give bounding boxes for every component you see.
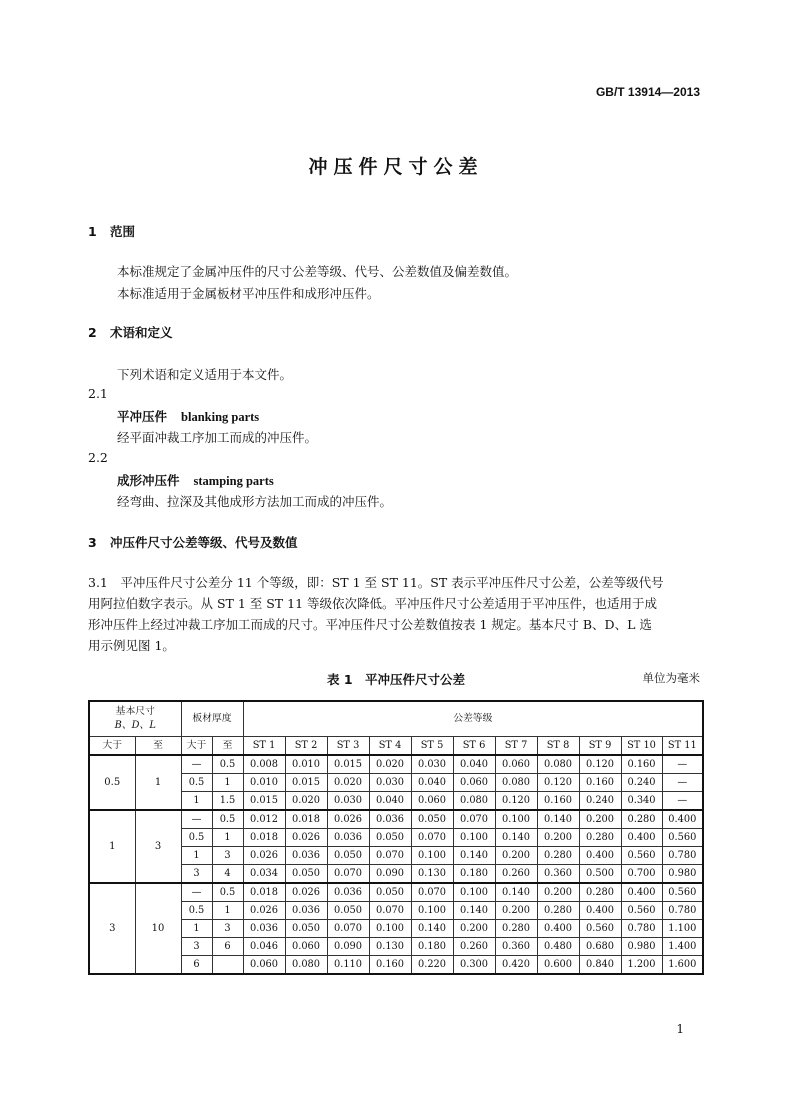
tolerance-value-cell: 0.030 [327,792,369,811]
tolerance-value-cell: 0.980 [662,865,703,884]
tolerance-value-cell: 0.060 [285,938,327,956]
term-2-1-number: 2.1 [88,386,108,401]
tolerance-value-cell: 0.780 [662,847,703,865]
size-upto-cell: 1 [135,755,181,810]
tolerance-value-cell: 0.080 [495,774,537,792]
section-3-heading [88,533,298,551]
tolerance-value-cell: 0.026 [243,847,285,865]
standard-code: GB/T 13914—2013 [595,85,700,99]
size-over-cell: 3 [89,883,135,974]
table-caption: 表 1 平冲压件尺寸公差 [326,672,466,687]
size-over-header: 大于 [89,737,135,756]
tolerance-value-cell: 0.340 [621,792,662,811]
tolerance-value-cell: 0.070 [369,847,411,865]
tolerance-value-cell: 0.100 [453,829,495,847]
clause-3-1-line: 用阿拉伯数字表示。从 ST 1 至 ST 11 等级依次降低。平冲压件尺寸公差适用于平冲压件，也适用于成 [88,596,658,611]
tolerance-value-cell: 0.600 [537,956,579,975]
grade-header: 公差等级 [243,701,703,737]
tolerance-value-cell: 0.120 [495,792,537,811]
tolerance-value-cell: 0.200 [495,847,537,865]
thickness-over-cell: 0.5 [181,902,212,920]
grade-header-2: ST 2 [285,737,327,756]
tolerance-value-cell: 0.046 [243,938,285,956]
tolerance-value-cell: 0.300 [453,956,495,975]
table-row [89,810,703,829]
table-header-row [89,701,703,737]
tolerance-value-cell: 1.200 [621,956,662,975]
tolerance-value-cell: 0.008 [243,755,285,774]
tolerance-value-cell: 0.400 [537,920,579,938]
thickness-upto-cell: 1 [212,829,243,847]
table-row [89,755,703,774]
size-upto-cell: 10 [135,883,181,974]
term-2-2-number: 2.2 [88,450,108,465]
tolerance-value-cell: 0.100 [411,902,453,920]
tolerance-value-cell: 0.140 [495,829,537,847]
tolerance-value-cell: 0.020 [369,755,411,774]
size-upto-cell: 3 [135,810,181,883]
tolerance-value-cell: 0.240 [579,792,621,811]
table-row [89,938,703,956]
tolerance-value-cell: 0.280 [537,902,579,920]
tolerance-value-cell: 0.560 [662,829,703,847]
thickness-upto-cell: 0.5 [212,810,243,829]
tolerance-value-cell: 0.420 [495,956,537,975]
section-2-intro: 下列术语和定义适用于本文件。 [117,367,293,382]
tolerance-value-cell: 0.180 [411,938,453,956]
thickness-upto-cell: 0.5 [212,755,243,774]
thickness-over-cell: 1 [181,792,212,811]
thickness-over-cell: 0.5 [181,774,212,792]
tolerance-value-cell: 0.400 [621,829,662,847]
basic-size-label: 基本尺寸 [115,706,155,717]
tolerance-value-cell: 0.026 [243,902,285,920]
grade-header-7: ST 7 [495,737,537,756]
size-over-cell: 1 [89,810,135,883]
section-title: 术语和定义 [110,325,173,340]
tolerance-value-cell: 0.160 [621,755,662,774]
thickness-over-cell: 0.5 [181,829,212,847]
table-row [89,829,703,847]
tolerance-value-cell: 0.560 [579,920,621,938]
term-en: stamping parts [193,474,274,488]
table-row [89,956,703,975]
tolerance-value-cell: 0.036 [243,920,285,938]
tolerance-value-cell: 0.140 [495,883,537,902]
tolerance-value-cell: 0.200 [495,902,537,920]
tolerance-value-cell: 0.120 [537,774,579,792]
tolerance-value-cell: 0.060 [495,755,537,774]
tolerance-value-cell: 0.180 [453,865,495,884]
term-en: blanking parts [181,410,260,424]
thickness-over-cell: 1 [181,847,212,865]
tolerance-value-cell: 0.280 [579,883,621,902]
basic-size-symbols: B、D、L [114,720,156,731]
tolerance-value-cell: 0.070 [453,810,495,829]
tolerance-value-cell: 0.036 [285,902,327,920]
tolerance-value-cell: 0.018 [243,829,285,847]
tolerance-value-cell: 0.560 [621,902,662,920]
tolerance-value-cell: 0.020 [285,792,327,811]
tolerance-value-cell: 0.090 [369,865,411,884]
tolerance-value-cell: 0.560 [662,883,703,902]
thickness-over-cell: — [181,755,212,774]
tolerance-table [88,700,704,975]
size-over-cell: 0.5 [89,755,135,810]
grade-header-4: ST 4 [369,737,411,756]
clause-3-1-line: 3.1 平冲压件尺寸公差分 11 个等级，即：ST 1 至 ST 11。ST 表示平冲压件尺寸公差，公差等级代号 [88,575,664,590]
tolerance-value-cell: 0.030 [369,774,411,792]
tolerance-value-cell: 0.050 [327,847,369,865]
tolerance-value-cell: 0.160 [369,956,411,975]
section-number: 2 [88,325,97,340]
thickness-header: 板材厚度 [181,701,243,737]
thickness-over-header: 大于 [181,737,212,756]
tolerance-value-cell: — [662,792,703,811]
table-row [89,883,703,902]
thickness-over-cell: 3 [181,865,212,884]
tolerance-value-cell: 0.026 [327,810,369,829]
thickness-upto-cell [212,956,243,975]
page-number: 1 [676,1022,684,1036]
tolerance-value-cell: 0.070 [411,883,453,902]
tolerance-value-cell: 0.050 [369,883,411,902]
tolerance-value-cell: 0.020 [327,774,369,792]
section-1-paragraph-1: 本标准规定了金属冲压件的尺寸公差等级、代号、公差数值及偏差数值。 [117,264,518,279]
tolerance-value-cell: 0.060 [243,956,285,975]
tolerance-value-cell: 0.050 [327,902,369,920]
size-upto-header: 至 [135,737,181,756]
grade-header-8: ST 8 [537,737,579,756]
tolerance-value-cell: 0.100 [495,810,537,829]
tolerance-value-cell: 0.010 [285,755,327,774]
tolerance-value-cell: 0.560 [621,847,662,865]
tolerance-value-cell: 0.070 [327,865,369,884]
tolerance-value-cell: 1.600 [662,956,703,975]
tolerance-value-cell: 0.160 [579,774,621,792]
tolerance-value-cell: 0.100 [369,920,411,938]
tolerance-value-cell: 0.015 [243,792,285,811]
term-2-2-definition: 经弯曲、拉深及其他成形方法加工而成的冲压件。 [117,494,393,509]
thickness-upto-header: 至 [212,737,243,756]
tolerance-value-cell: 0.130 [369,938,411,956]
thickness-upto-cell: 0.5 [212,883,243,902]
tolerance-value-cell: 0.260 [495,865,537,884]
tolerance-value-cell: 0.034 [243,865,285,884]
thickness-upto-cell: 1 [212,902,243,920]
tolerance-value-cell: 0.220 [411,956,453,975]
tolerance-value-cell: 0.018 [243,883,285,902]
tolerance-value-cell: 0.780 [621,920,662,938]
tolerance-value-cell: 1.100 [662,920,703,938]
grade-header-10: ST 10 [621,737,662,756]
tolerance-value-cell: 0.280 [495,920,537,938]
clause-3-1 [88,572,704,656]
thickness-upto-cell: 6 [212,938,243,956]
tolerance-value-cell: 0.070 [327,920,369,938]
tolerance-value-cell: 0.026 [285,829,327,847]
grade-header-3: ST 3 [327,737,369,756]
section-title: 冲压件尺寸公差等级、代号及数值 [110,535,298,550]
tolerance-value-cell: 0.015 [285,774,327,792]
tolerance-value-cell: 0.840 [579,956,621,975]
tolerance-value-cell: 0.036 [327,883,369,902]
tolerance-value-cell: 0.050 [411,810,453,829]
tolerance-value-cell: 0.280 [621,810,662,829]
tolerance-value-cell: 0.400 [621,883,662,902]
tolerance-value-cell: 0.400 [579,847,621,865]
tolerance-value-cell: 0.040 [369,792,411,811]
thickness-over-cell: 1 [181,920,212,938]
tolerance-value-cell: 0.080 [453,792,495,811]
tolerance-value-cell: 0.130 [411,865,453,884]
tolerance-value-cell: 0.036 [327,829,369,847]
thickness-over-cell: — [181,810,212,829]
thickness-over-cell: 6 [181,956,212,975]
grade-header-9: ST 9 [579,737,621,756]
tolerance-value-cell: 0.400 [579,902,621,920]
tolerance-value-cell: 0.110 [327,956,369,975]
tolerance-value-cell: 0.010 [243,774,285,792]
table-subheader-row [89,737,703,756]
table-row [89,902,703,920]
tolerance-value-cell: 0.140 [453,902,495,920]
grade-header-6: ST 6 [453,737,495,756]
section-number: 1 [88,224,97,239]
tolerance-value-cell: 0.018 [285,810,327,829]
term-zh: 平冲压件 [117,409,168,424]
tolerance-value-cell: 0.036 [285,847,327,865]
table-row [89,920,703,938]
term-zh: 成形冲压件 [117,473,180,488]
tolerance-value-cell: 0.360 [537,865,579,884]
tolerance-value-cell: 0.700 [621,865,662,884]
tolerance-value-cell: 0.026 [285,883,327,902]
tolerance-value-cell: 0.090 [327,938,369,956]
tolerance-value-cell: — [662,755,703,774]
tolerance-value-cell: 0.080 [537,755,579,774]
tolerance-value-cell: 0.060 [411,792,453,811]
thickness-over-cell: — [181,883,212,902]
tolerance-value-cell: 0.160 [537,792,579,811]
thickness-upto-cell: 1 [212,774,243,792]
tolerance-value-cell: 0.080 [285,956,327,975]
tolerance-value-cell: 0.015 [327,755,369,774]
thickness-upto-cell: 3 [212,920,243,938]
tolerance-value-cell: 0.280 [537,847,579,865]
tolerance-value-cell: 0.140 [453,847,495,865]
tolerance-value-cell: 0.100 [411,847,453,865]
tolerance-value-cell: 0.120 [579,755,621,774]
tolerance-value-cell: 0.050 [369,829,411,847]
tolerance-value-cell: 0.680 [579,938,621,956]
tolerance-value-cell: 0.030 [411,755,453,774]
tolerance-value-cell: 0.040 [411,774,453,792]
table-row [89,847,703,865]
tolerance-value-cell: 0.280 [579,829,621,847]
tolerance-value-cell: 0.070 [411,829,453,847]
grade-header-1: ST 1 [243,737,285,756]
section-1-heading [88,222,135,240]
thickness-upto-cell: 4 [212,865,243,884]
tolerance-value-cell: 0.050 [285,920,327,938]
tolerance-value-cell: 0.780 [662,902,703,920]
tolerance-value-cell: 0.140 [411,920,453,938]
thickness-over-cell: 3 [181,938,212,956]
table-row [89,865,703,884]
section-2-heading [88,323,173,341]
table-row [89,792,703,811]
grade-header-11: ST 11 [662,737,703,756]
tolerance-value-cell: 0.036 [369,810,411,829]
clause-3-1-line: 用示例见图 1。 [88,638,175,653]
tolerance-value-cell: 0.260 [453,938,495,956]
tolerance-value-cell: 0.980 [621,938,662,956]
table-row [89,774,703,792]
tolerance-value-cell: 1.400 [662,938,703,956]
tolerance-value-cell: 0.500 [579,865,621,884]
clause-3-1-line: 形冲压件上经过冲裁工序加工而成的尺寸。平冲压件尺寸公差数值按表 1 规定。基本尺寸 B、D、L 选 [88,617,652,632]
tolerance-value-cell: 0.400 [662,810,703,829]
section-number: 3 [88,535,97,550]
tolerance-value-cell: 0.200 [537,883,579,902]
tolerance-value-cell: 0.200 [537,829,579,847]
tolerance-value-cell: 0.360 [495,938,537,956]
tolerance-value-cell: 0.200 [579,810,621,829]
tolerance-value-cell: 0.100 [453,883,495,902]
tolerance-value-cell: 0.012 [243,810,285,829]
thickness-upto-cell: 1.5 [212,792,243,811]
tolerance-value-cell: 0.140 [537,810,579,829]
thickness-upto-cell: 3 [212,847,243,865]
tolerance-value-cell: — [662,774,703,792]
page-title: 冲压件尺寸公差 [308,156,484,178]
basic-size-header [89,701,181,737]
tolerance-value-cell: 0.060 [453,774,495,792]
term-2-1-definition: 经平面冲裁工序加工而成的冲压件。 [117,430,318,445]
tolerance-value-cell: 0.200 [453,920,495,938]
section-1-paragraph-2: 本标准适用于金属板材平冲压件和成形冲压件。 [117,286,380,301]
term-2-1 [117,407,259,425]
tolerance-value-cell: 0.050 [285,865,327,884]
section-title: 范围 [110,224,136,239]
term-2-2 [117,471,274,489]
table-unit: 单位为毫米 [642,671,700,685]
tolerance-value-cell: 0.240 [621,774,662,792]
tolerance-value-cell: 0.040 [453,755,495,774]
tolerance-value-cell: 0.070 [369,902,411,920]
grade-header-5: ST 5 [411,737,453,756]
tolerance-value-cell: 0.480 [537,938,579,956]
